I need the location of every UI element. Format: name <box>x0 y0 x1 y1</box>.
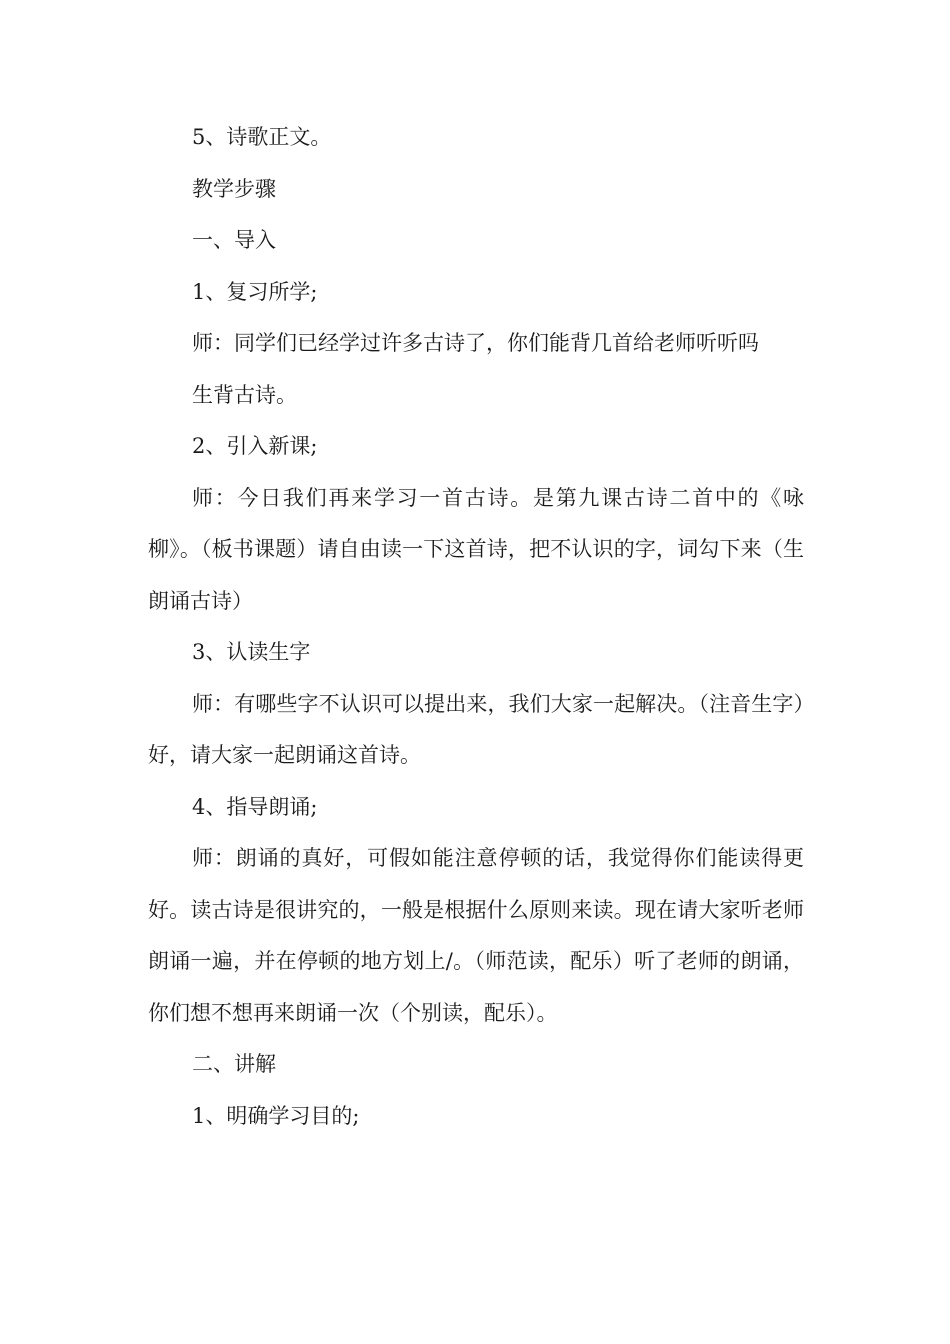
paragraph-teacher-reading: 师：朗诵的真好，可假如能注意停顿的话，我觉得你们能读得更好。读古诗是很讲究的，一般是根据什么原则来读。现在请大家听老师朗诵一遍，并在停顿的地方划上/。（师范读，配乐）听了老师的朗诵，你们想不想再来朗诵一次（个别读，配乐）。 <box>148 846 804 1025</box>
step-new-lesson: 2、引入新课; <box>192 434 318 458</box>
section-explanation: 二、讲解 <box>192 1052 276 1076</box>
step-review: 1、复习所学; <box>192 279 318 304</box>
paragraph-poem-text: 5、诗歌正文。 <box>192 125 332 149</box>
heading-teaching-steps: 教学步骤 <box>192 176 276 201</box>
paragraph-teacher-intro: 师：今日我们再来学习一首古诗。是第九课古诗二首中的《咏柳》。（板书课题）请自由读一下这首诗，把不认识的字，词勾下来（生朗诵古诗） <box>148 485 804 613</box>
paragraph-students-recite: 生背古诗。 <box>192 382 297 407</box>
step-learning-goals: 1、明确学习目的; <box>192 1103 360 1128</box>
step-guided-reading: 4、指导朗诵; <box>192 794 318 819</box>
document-page <box>148 112 804 1142</box>
paragraph-teacher-question: 师：同学们已经学过许多古诗了，你们能背几首给老师听听吗 <box>192 331 759 355</box>
section-introduction: 一、导入 <box>192 228 276 252</box>
paragraph-teacher-characters: 师：有哪些字不认识可以提出来，我们大家一起解决。（注音生字）好，请大家一起朗诵这首诗。 <box>148 691 804 767</box>
step-read-characters: 3、认读生字 <box>192 640 311 664</box>
